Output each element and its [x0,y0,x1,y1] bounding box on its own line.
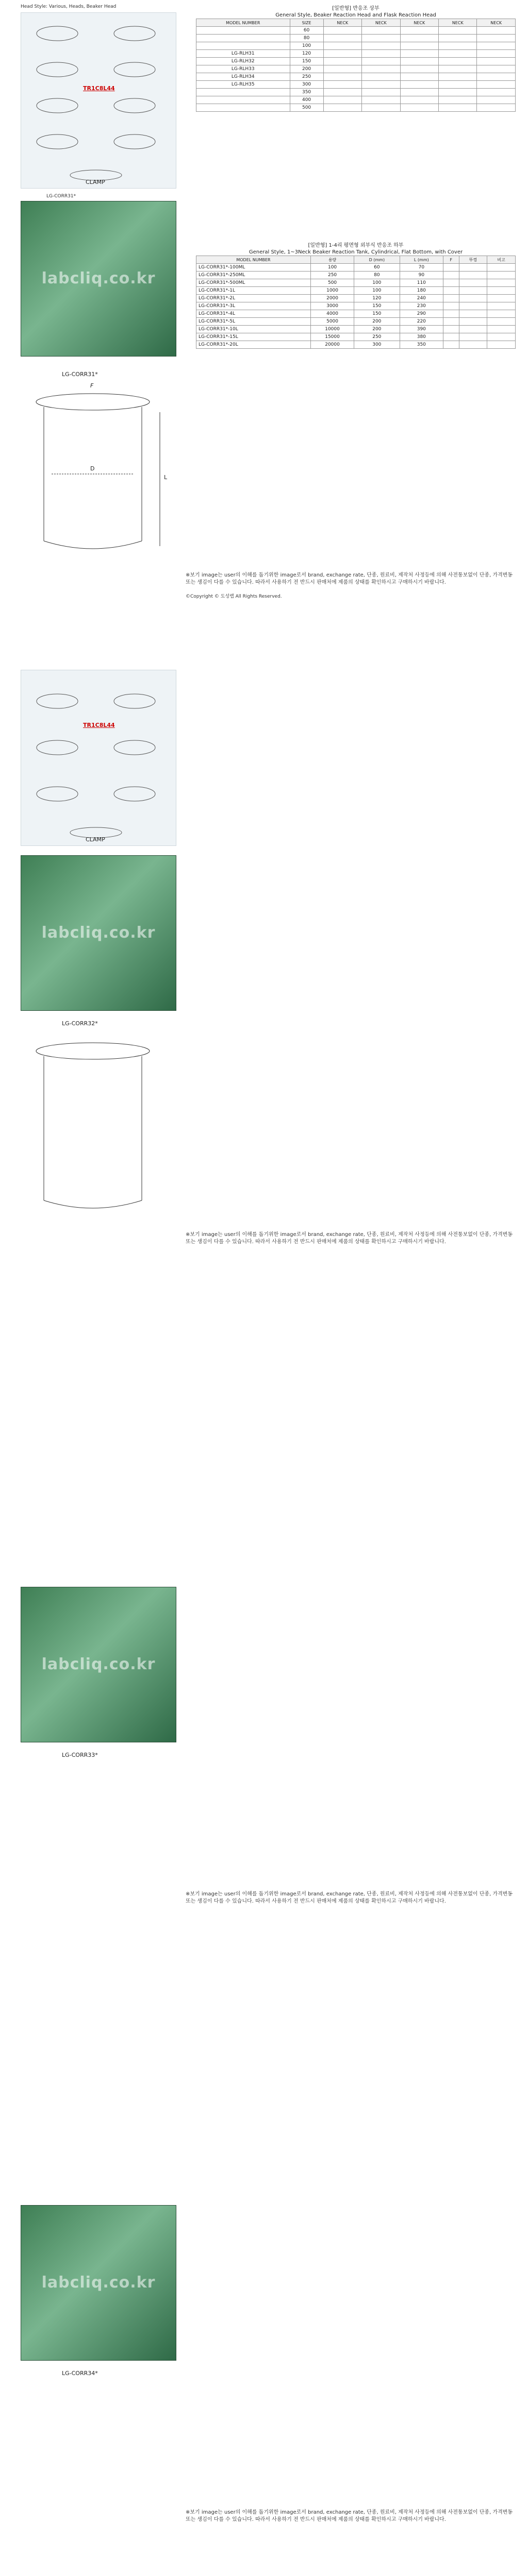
cell [477,65,516,73]
table-row [196,333,516,341]
cell [196,96,290,104]
col-neck-4: NECK [439,19,477,27]
cell [487,295,516,302]
vessel-table-1 [196,242,516,349]
cell [487,341,516,349]
drawing-caption-1: LG-CORR31* [62,371,98,378]
cell [400,104,438,112]
cell: 200 [354,326,400,333]
cell [362,65,400,73]
note-text-3: ※보기 image는 user의 이해를 돕기위한 image로서 brand, exchange rate, 단종, 원료비, 제작처 사정등에 의해 사전통보없이 단종, 가격변동 또는 생김이 다를 수 있습니다. 따라서 사용하기 전 반드시 판매처에 제품의 상태를 확인하시고 구매하시기 바랍니다. [186,1891,513,1904]
cell: 60 [354,264,400,272]
cell: 220 [400,318,443,326]
table-row [196,42,516,50]
cell: LG-CORR31*-1L [196,287,311,295]
cell [323,104,361,112]
cell [362,73,400,81]
cell: 250 [310,272,354,279]
col-note: 비고 [487,256,516,264]
table-row [196,104,516,112]
watermark: labcliq.co.kr [41,2274,156,2292]
table-row [196,96,516,104]
dim-d: D [90,465,95,472]
cell: 3000 [310,302,354,310]
cell [362,35,400,42]
cell [439,42,477,50]
cell [459,279,487,287]
cell [487,302,516,310]
cell [323,50,361,58]
cell [439,96,477,104]
cell [439,81,477,89]
cell: LG-RLH33 [196,65,290,73]
table-row [196,81,516,89]
table-row [196,58,516,65]
cell: LG-CORR31*-250ML [196,272,311,279]
cell: 150 [354,302,400,310]
cell [439,27,477,35]
cell [323,27,361,35]
cell: 80 [290,35,323,42]
cell [439,104,477,112]
clamp-label: CLAMP [86,836,105,843]
cell [323,58,361,65]
cell [400,73,438,81]
table-row [196,65,516,73]
watermark: labcliq.co.kr [41,1655,156,1673]
cell: LG-CORR31*-2L [196,295,311,302]
cell [443,272,459,279]
cell: 120 [290,50,323,58]
cell [323,35,361,42]
cell [439,89,477,96]
table-row [196,272,516,279]
cell [196,27,290,35]
cell: 240 [400,295,443,302]
cell [323,89,361,96]
cell [443,310,459,318]
note-text-4: ※보기 image는 user의 이해를 돕기위한 image로서 brand, exchange rate, 단종, 원료비, 제작처 사정등에 의해 사전통보없이 단종, 가격변동 또는 생김이 다를 수 있습니다. 따라서 사용하기 전 반드시 판매처에 제품의 상태를 확인하시고 구매하시기 바랍니다. [186,2510,513,2522]
col-neck-1: NECK [323,19,361,27]
cell [459,341,487,349]
cell: 500 [310,279,354,287]
col-size: SIZE [290,19,323,27]
cell [477,96,516,104]
cell [400,58,438,65]
cell: 20000 [310,341,354,349]
table-row [196,279,516,287]
cell: 2000 [310,295,354,302]
cell [439,58,477,65]
cell: LG-CORR31*-500ML [196,279,311,287]
cell [477,104,516,112]
cell: LG-CORR31*-20L [196,341,311,349]
cell: 200 [354,318,400,326]
cell: 80 [354,272,400,279]
cell: 300 [290,81,323,89]
cell [400,96,438,104]
cell [439,50,477,58]
cell: LG-CORR31*-4L [196,310,311,318]
cell [487,272,516,279]
cell: 100 [354,287,400,295]
cell: 15000 [310,333,354,341]
cell: 380 [400,333,443,341]
cell: 10000 [310,326,354,333]
cell [487,318,516,326]
head-table [196,19,516,112]
red-catalog-label: TR1C8L44 [83,722,115,728]
head-table-subtitle: General Style, Beaker Reaction Head and Flask Reaction Head [275,12,436,18]
cell [477,50,516,58]
cell [443,279,459,287]
cell [400,89,438,96]
table-row [196,89,516,96]
cell: LG-RLH35 [196,81,290,89]
col-neck-2: NECK [362,19,400,27]
cell: 350 [400,341,443,349]
watermark: labcliq.co.kr [41,924,156,942]
cell [477,81,516,89]
cell [443,318,459,326]
cell [400,50,438,58]
vessel-outline-icon [21,371,175,567]
cell [443,264,459,272]
col-model: MODEL NUMBER [196,256,311,264]
dim-f: F [90,382,94,389]
head-table-title: [일반형] 반응조 상부 [332,6,380,11]
cell: LG-RLH34 [196,73,290,81]
cell [400,65,438,73]
table-row [196,27,516,35]
col-model: MODEL NUMBER [196,19,290,27]
cell: 70 [400,264,443,272]
cell: LG-CORR31*-5L [196,318,311,326]
table-row [196,341,516,349]
section-3 [0,1319,528,1937]
col-capacity: 용량 [310,256,354,264]
col-neck-3: NECK [400,19,438,27]
cell: 120 [354,295,400,302]
cell [196,35,290,42]
cell [362,42,400,50]
cell [459,272,487,279]
section-1 [0,0,528,618]
cell [196,104,290,112]
cell [323,96,361,104]
cell: 4000 [310,310,354,318]
copyright-1: ©Copyright © 도성랩 All Rights Reserved. [186,594,282,599]
cell [362,89,400,96]
cell [362,58,400,65]
cell: 100 [310,264,354,272]
cell [459,287,487,295]
cell [487,287,516,295]
table-row [196,326,516,333]
table-row [196,287,516,295]
cell: 180 [400,287,443,295]
note-text-2: ※보기 image는 user의 이해를 돕기위한 image로서 brand, exchange rate, 단종, 원료비, 제작처 사정등에 의해 사전통보없이 단종, 가격변동 또는 생김이 다를 수 있습니다. 따라서 사용하기 전 반드시 판매처에 제품의 상태를 확인하시고 구매하시기 바랍니다. [186,1232,513,1245]
cell [362,50,400,58]
cell [459,333,487,341]
cell [459,264,487,272]
table-row [196,35,516,42]
cell [487,326,516,333]
cell: 200 [290,65,323,73]
cell [459,302,487,310]
cell [443,326,459,333]
table-row [196,302,516,310]
reaction-head-icon [21,13,176,188]
cell [400,42,438,50]
drawing-caption-4: LG-CORR34* [62,2370,98,2377]
cell: LG-CORR31*-15L [196,333,311,341]
vessel-table-subtitle: General Style, 1~3Neck Beaker Reaction Tank, Cylindrical, Flat Bottom, with Cover [249,249,463,255]
product-photo-2 [21,855,176,1011]
vessel-table [196,256,516,349]
cell [487,310,516,318]
cell [477,89,516,96]
col-l: L (mm) [400,256,443,264]
cell: 400 [290,96,323,104]
table-row [196,318,516,326]
cell: 290 [400,310,443,318]
cell: 390 [400,326,443,333]
vessel-outline-icon [21,1030,175,1226]
cell [439,73,477,81]
cell [477,58,516,65]
section-4 [0,1937,528,2555]
cell [459,318,487,326]
cell: 1000 [310,287,354,295]
cell [443,302,459,310]
table-row [196,73,516,81]
cell: LG-CORR31*-10L [196,326,311,333]
cell [400,81,438,89]
cell [400,27,438,35]
head-drawings-2 [21,670,176,846]
cell: 100 [290,42,323,50]
dim-l: L [164,474,168,481]
cell: 60 [290,27,323,35]
vessel-table-title: [일반형] 1-4리 평면형 외부식 반응조 하부 [308,243,404,248]
cell [459,295,487,302]
photo-caption-1: LG-CORR31* [46,194,76,199]
cell [400,35,438,42]
table-row [196,295,516,302]
section-5 [0,2555,528,2576]
cell [323,42,361,50]
note-text-1: ※보기 image는 user의 이해를 돕기위한 image로서 brand, exchange rate, 단종, 원료비, 제작처 사정등에 의해 사전통보없이 단종, 가격변동 또는 생김이 다를 수 있습니다. 따라서 사용하기 전 반드시 판매처에 제품의 상태를 확인하시고 구매하시기 바랍니다. [186,572,513,585]
cell [323,65,361,73]
cell [487,279,516,287]
cell [459,326,487,333]
cell: LG-CORR31*-100ML [196,264,311,272]
cell [477,73,516,81]
cell: LG-RLH32 [196,58,290,65]
drawing-caption-3: LG-CORR33* [62,1752,98,1758]
cell [477,35,516,42]
table-row [196,264,516,272]
reaction-head-icon [21,670,176,845]
cell: 300 [354,341,400,349]
cell: LG-RLH31 [196,50,290,58]
cell [323,81,361,89]
col-cover: 뚜껑 [459,256,487,264]
product-photo-4 [21,2205,176,2361]
cell: 150 [290,58,323,65]
cell: 500 [290,104,323,112]
cell: 110 [400,279,443,287]
product-photo-1 [21,201,176,357]
red-catalog-label: TR1C8L44 [83,85,115,92]
table-row [196,50,516,58]
cell [459,310,487,318]
vessel-drawing-1 [21,371,175,567]
cell: 100 [354,279,400,287]
cell [362,104,400,112]
cell: 350 [290,89,323,96]
clamp-label: CLAMP [86,179,105,185]
cell: LG-CORR31*-3L [196,302,311,310]
col-neck-5: NECK [477,19,516,27]
cell: 230 [400,302,443,310]
cell [477,27,516,35]
cell [487,333,516,341]
cell [439,35,477,42]
col-d: D (mm) [354,256,400,264]
cell [196,89,290,96]
cell [477,42,516,50]
head-table-1 [196,5,516,112]
cell: 250 [290,73,323,81]
cell [362,81,400,89]
cell [443,295,459,302]
drawing-caption-2: LG-CORR32* [62,1020,98,1027]
cell: 250 [354,333,400,341]
cell [443,333,459,341]
watermark: labcliq.co.kr [41,269,156,287]
cell [487,264,516,272]
cell: 90 [400,272,443,279]
cell [443,341,459,349]
head-drawings [21,12,176,189]
cell [362,96,400,104]
cell [362,27,400,35]
cell [443,287,459,295]
section-2 [0,659,528,1278]
product-photo-3 [21,1587,176,1742]
table-row [196,310,516,318]
col-f: F [443,256,459,264]
cell [439,65,477,73]
cell [323,73,361,81]
cell: 5000 [310,318,354,326]
head-caption: Head Style: Various, Heads, Beaker Head [21,4,117,9]
cell [196,42,290,50]
cell: 150 [354,310,400,318]
